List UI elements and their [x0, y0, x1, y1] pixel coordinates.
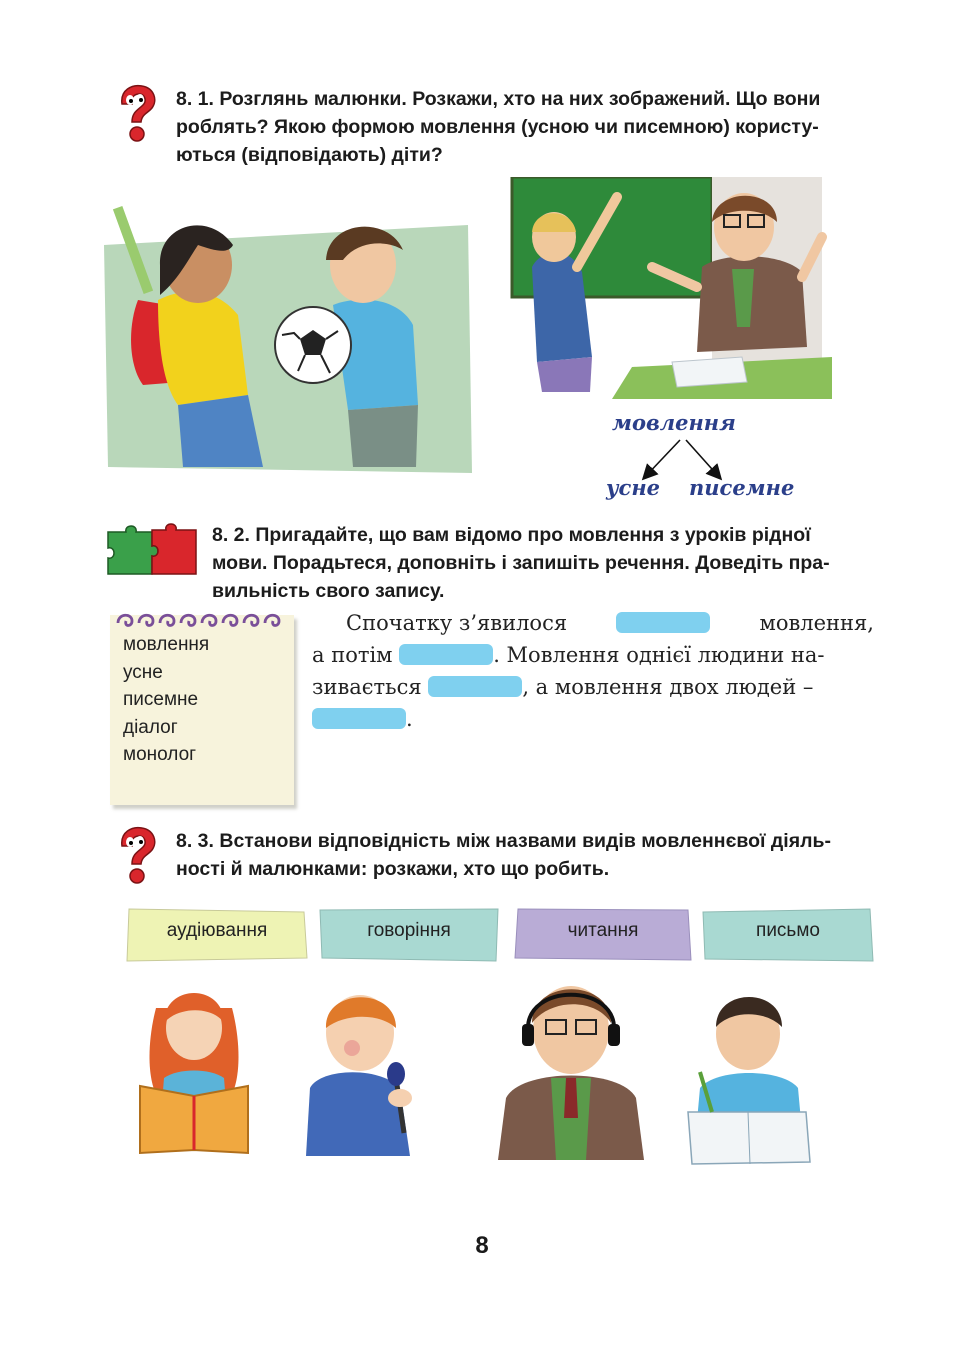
task-8-1-line: 8. 1. Розглянь малюнки. Розкажи, хто на них зображений. Що вони	[176, 88, 821, 110]
man-listening-illustration	[496, 968, 646, 1160]
task-8-2-text	[212, 521, 830, 605]
exercise-text: .	[406, 707, 413, 731]
task-8-3-line: ності й малюнками: розкажи, хто що робить.	[176, 858, 610, 880]
scheme-right-word: писемне	[689, 475, 795, 500]
scheme-root-word: мовлення	[612, 410, 736, 435]
word-list-item: діалог	[123, 716, 178, 738]
activity-label-reading[interactable]	[514, 908, 692, 962]
task-8-2-line: мови. Порадьтеся, доповніть і запишіть речення. Доведіть пра-	[212, 552, 830, 574]
activity-label-speaking[interactable]	[318, 908, 500, 962]
task-8-2-line: вильність свого запису.	[212, 580, 445, 602]
page-number: 8	[475, 1232, 489, 1259]
exercise-text: зивається	[312, 675, 422, 699]
task-8-3-line: 8. 3. Встанови відповідність між назвами видів мовленнєвої діяль-	[176, 830, 831, 852]
exercise-text: . Мовлення однієї людини на-	[493, 643, 825, 667]
answer-blank-4[interactable]	[312, 708, 406, 729]
exercise-line	[312, 607, 874, 639]
word-list-item: мовлення	[123, 634, 210, 655]
classroom-illustration	[492, 177, 840, 399]
activity-label-text: письмо	[756, 920, 820, 941]
activity-label-listening[interactable]	[126, 908, 308, 962]
exercise-text: , а мовлення двох людей –	[522, 675, 814, 699]
exercise-text: Спочатку з’явилося	[346, 611, 568, 635]
task-8-3-text	[176, 827, 831, 883]
boy-writing-illustration	[686, 972, 812, 1166]
exercise-text: мовлення,	[759, 611, 874, 635]
activity-label-writing[interactable]	[702, 908, 874, 962]
task-8-2-line: 8. 2. Пригадайте, що вам відомо про мовлення з уроків рідної	[212, 524, 811, 546]
exercise-text: а потім	[312, 643, 393, 667]
exercise-line	[312, 639, 874, 671]
answer-blank-3[interactable]	[428, 676, 522, 697]
fill-in-exercise	[312, 607, 874, 735]
word-list-note	[110, 615, 294, 805]
exercise-line	[312, 671, 874, 703]
exercise-line	[312, 703, 874, 735]
girl-reading-illustration	[138, 978, 250, 1156]
activity-label-text: читання	[567, 920, 639, 941]
answer-blank-1[interactable]	[616, 612, 710, 633]
word-list-item: монолог	[123, 744, 197, 765]
answer-blank-2[interactable]	[399, 644, 493, 665]
kids-talking-illustration	[98, 205, 474, 475]
activity-label-text: говоріння	[367, 920, 451, 941]
task-8-1-text	[176, 85, 820, 169]
task-8-1-line: ються (відповідають) діти?	[176, 144, 443, 166]
boy-speaking-illustration	[300, 978, 420, 1156]
word-list-item: усне	[123, 661, 163, 683]
task-8-1-line: роблять? Якою формою мовлення (усною чи писемною) користу-	[176, 116, 819, 138]
scheme-left-word: усне	[606, 475, 661, 500]
puzzle-icon	[104, 518, 200, 580]
question-mark-icon	[110, 822, 166, 888]
notebook-spiral-icon	[114, 609, 290, 631]
question-mark-icon	[110, 80, 166, 146]
activity-label-text: аудіювання	[166, 920, 268, 941]
word-list-item: писемне	[123, 689, 199, 710]
